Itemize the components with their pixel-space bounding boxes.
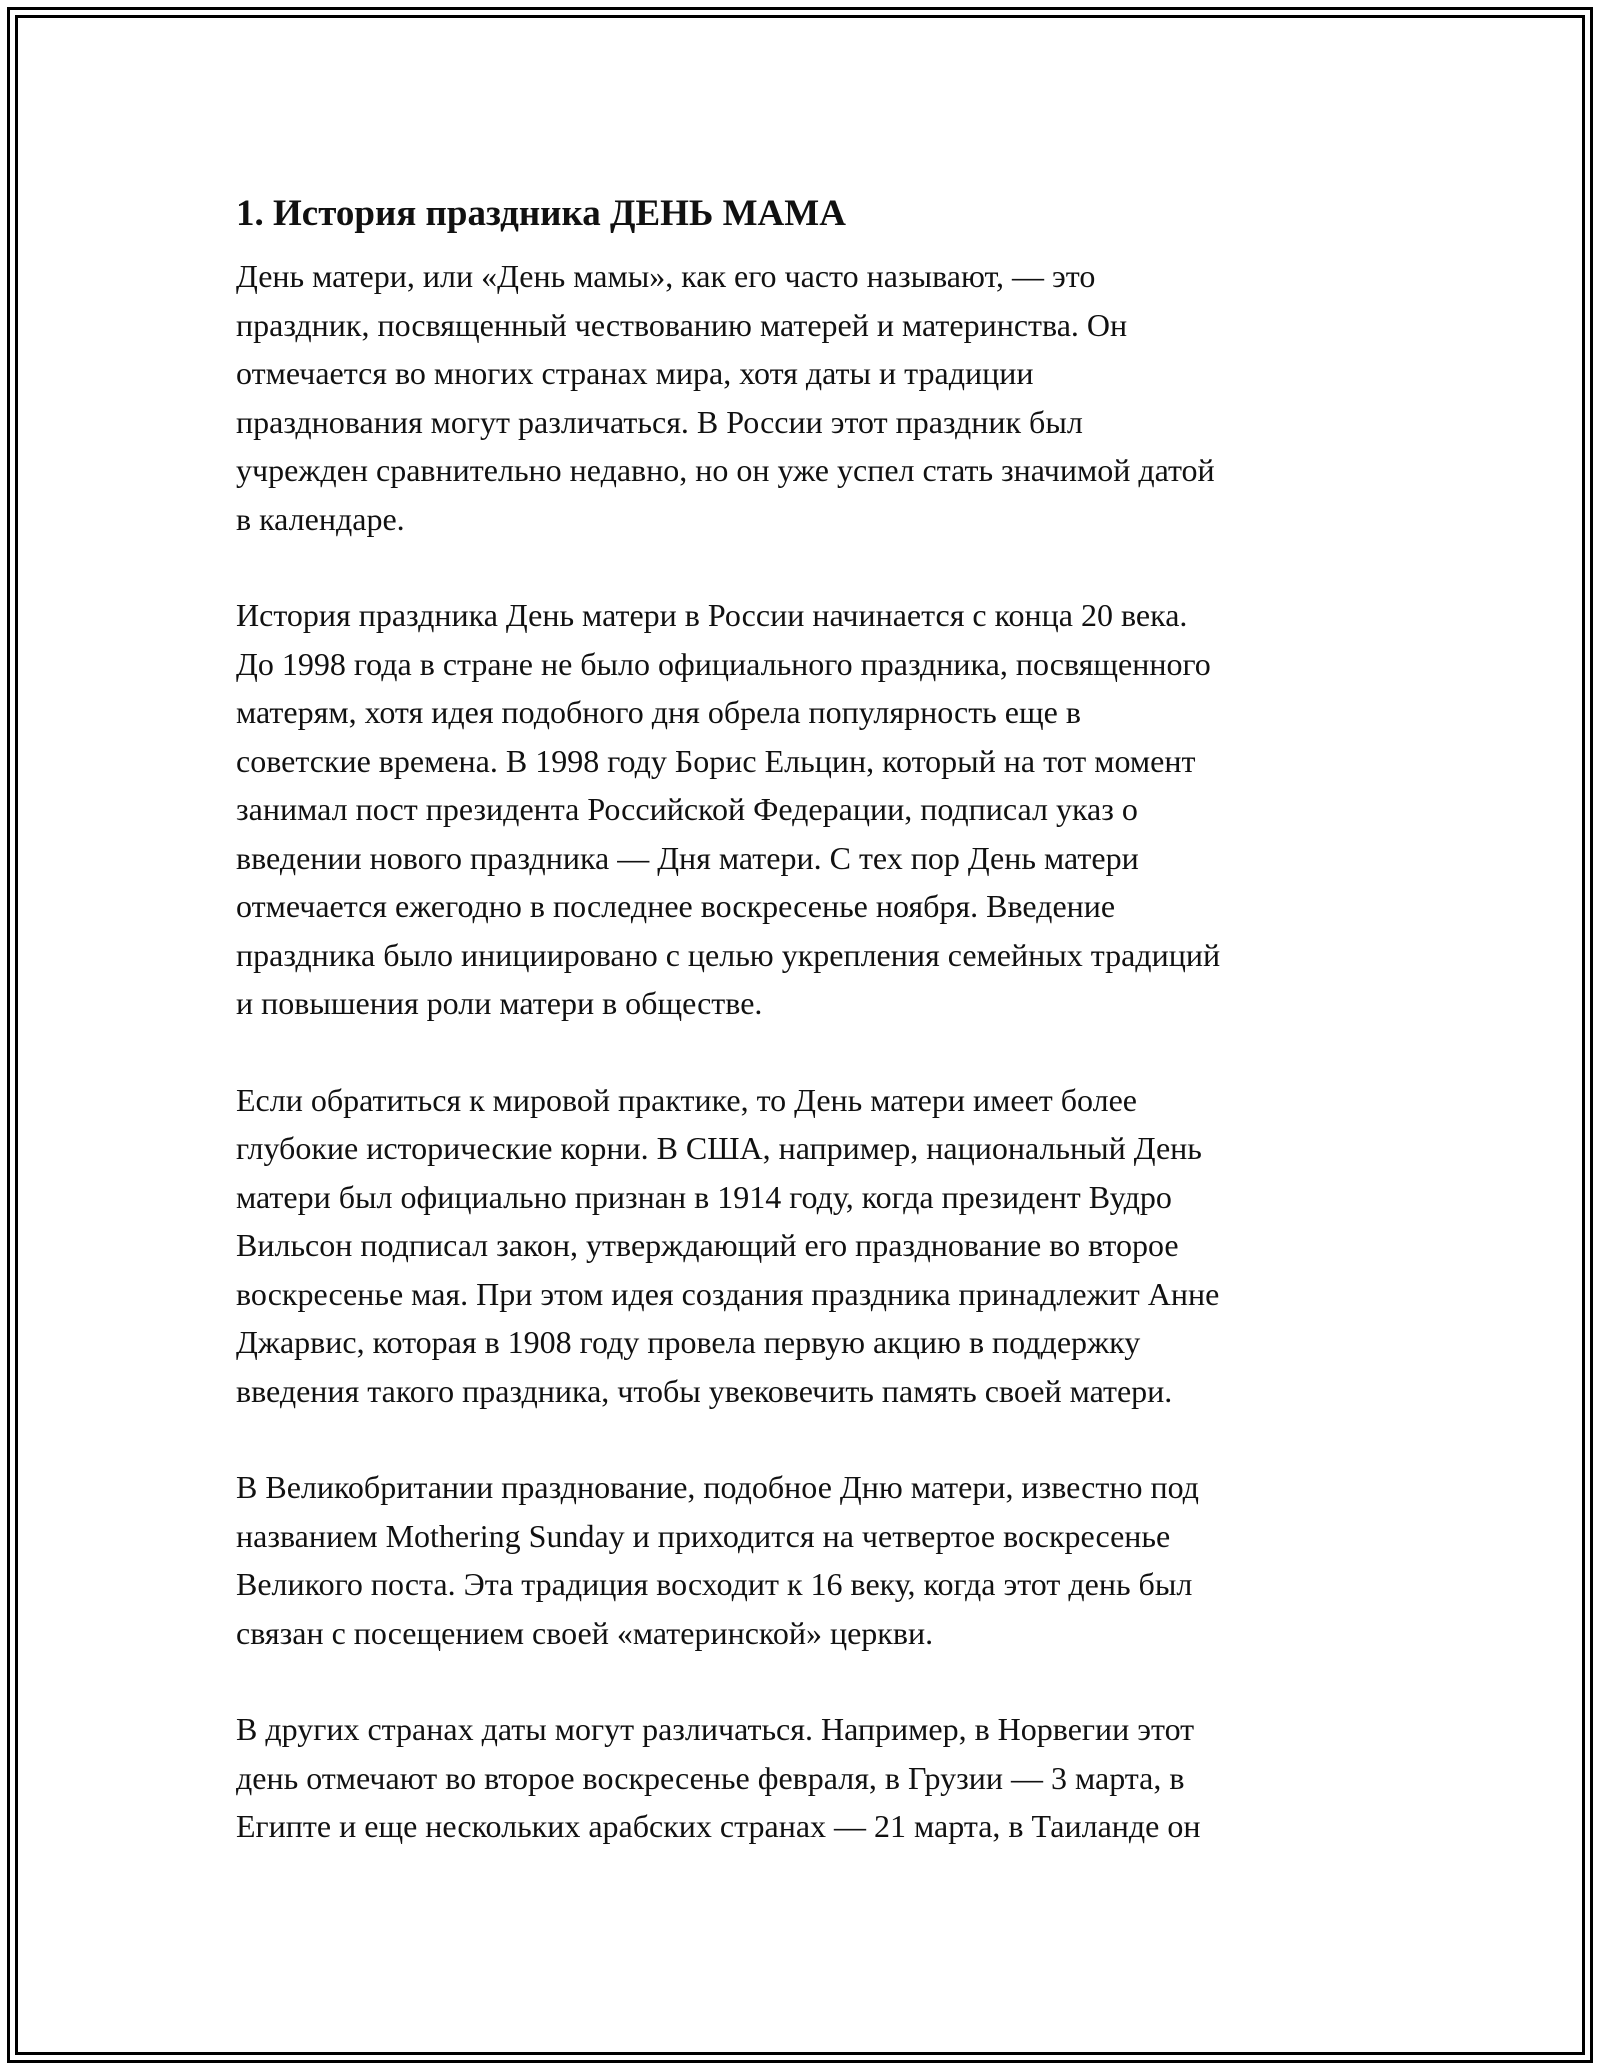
text-line: в календаре.	[236, 500, 405, 537]
text-line: Великого поста. Эта традиция восходит к 16 веку, когда этот день был	[236, 1566, 1193, 1602]
text-line: Если обратиться к мировой практике, то День матери имеет более	[236, 1081, 1137, 1118]
paragraph-4	[236, 1463, 1376, 1657]
paragraph-5	[236, 1705, 1376, 1851]
text-line: и повышения роли матери в обществе.	[236, 985, 763, 1021]
section-heading: 1. История праздника ДЕНЬ МАМА	[236, 193, 846, 234]
text-line: матерям, хотя идея подобного дня обрела популярность еще в	[236, 694, 1081, 730]
text-line: введения такого праздника, чтобы увековечить память своей матери.	[236, 1372, 1173, 1409]
text-line: В Великобритании празднование, подобное Дню матери, известно под	[236, 1469, 1199, 1505]
text-line: учрежден сравнительно недавно, но он уже успел стать значимой датой	[236, 452, 1215, 488]
text-line: введении нового праздника — Дня матери. С тех пор День матери	[236, 839, 1139, 876]
text-line: праздника было инициировано с целью укрепления семейных традиций	[236, 936, 1221, 973]
text-line: праздник, посвященный чествованию матерей и материнства. Он	[236, 306, 1128, 343]
text-line: названием Mothering Sunday и приходится на четвертое воскресенье	[236, 1517, 1171, 1554]
text-line: воскресенье мая. При этом идея создания праздника принадлежит Анне	[236, 1275, 1220, 1312]
paragraph-3	[236, 1076, 1376, 1416]
text-line: глубокие исторические корни. В США, например, национальный День	[236, 1130, 1202, 1166]
text-line: занимал пост президента Российской Федерации, подписал указ о	[236, 791, 1138, 827]
text-line: отмечается во многих странах мира, хотя даты и традиции	[236, 355, 1034, 391]
text-line: матери был официально признан в 1914 году, когда президент Вудро	[236, 1178, 1172, 1215]
document-body	[236, 186, 1376, 1899]
paragraph-1	[236, 252, 1376, 543]
text-line: празднования могут различаться. В России этот праздник был	[236, 403, 1083, 440]
text-line: День матери, или «День мамы», как его часто называют, — это	[236, 258, 1096, 294]
text-line: Египте и еще нескольких арабских странах — 21 марта, в Таиланде он	[236, 1808, 1201, 1844]
text-line: Вильсон подписал закон, утверждающий его празднование во второе	[236, 1227, 1179, 1263]
text-line: Джарвис, которая в 1908 году провела первую акцию в поддержку	[236, 1324, 1141, 1360]
text-line: связан с посещением своей «материнской» церкви.	[236, 1614, 934, 1651]
text-line: До 1998 года в стране не было официального праздника, посвященного	[236, 645, 1211, 682]
text-line: В других странах даты могут различаться. Например, в Норвегии этот	[236, 1711, 1195, 1747]
text-line: История праздника День матери в России начинается с конца 20 века.	[236, 597, 1188, 633]
text-line: советские времена. В 1998 году Борис Ельцин, который на тот момент	[236, 742, 1196, 779]
paragraph-2	[236, 591, 1376, 1028]
text-line: день отмечают во второе воскресенье февраля, в Грузии — 3 марта, в	[236, 1759, 1185, 1796]
text-line: отмечается ежегодно в последнее воскресенье ноября. Введение	[236, 888, 1116, 924]
